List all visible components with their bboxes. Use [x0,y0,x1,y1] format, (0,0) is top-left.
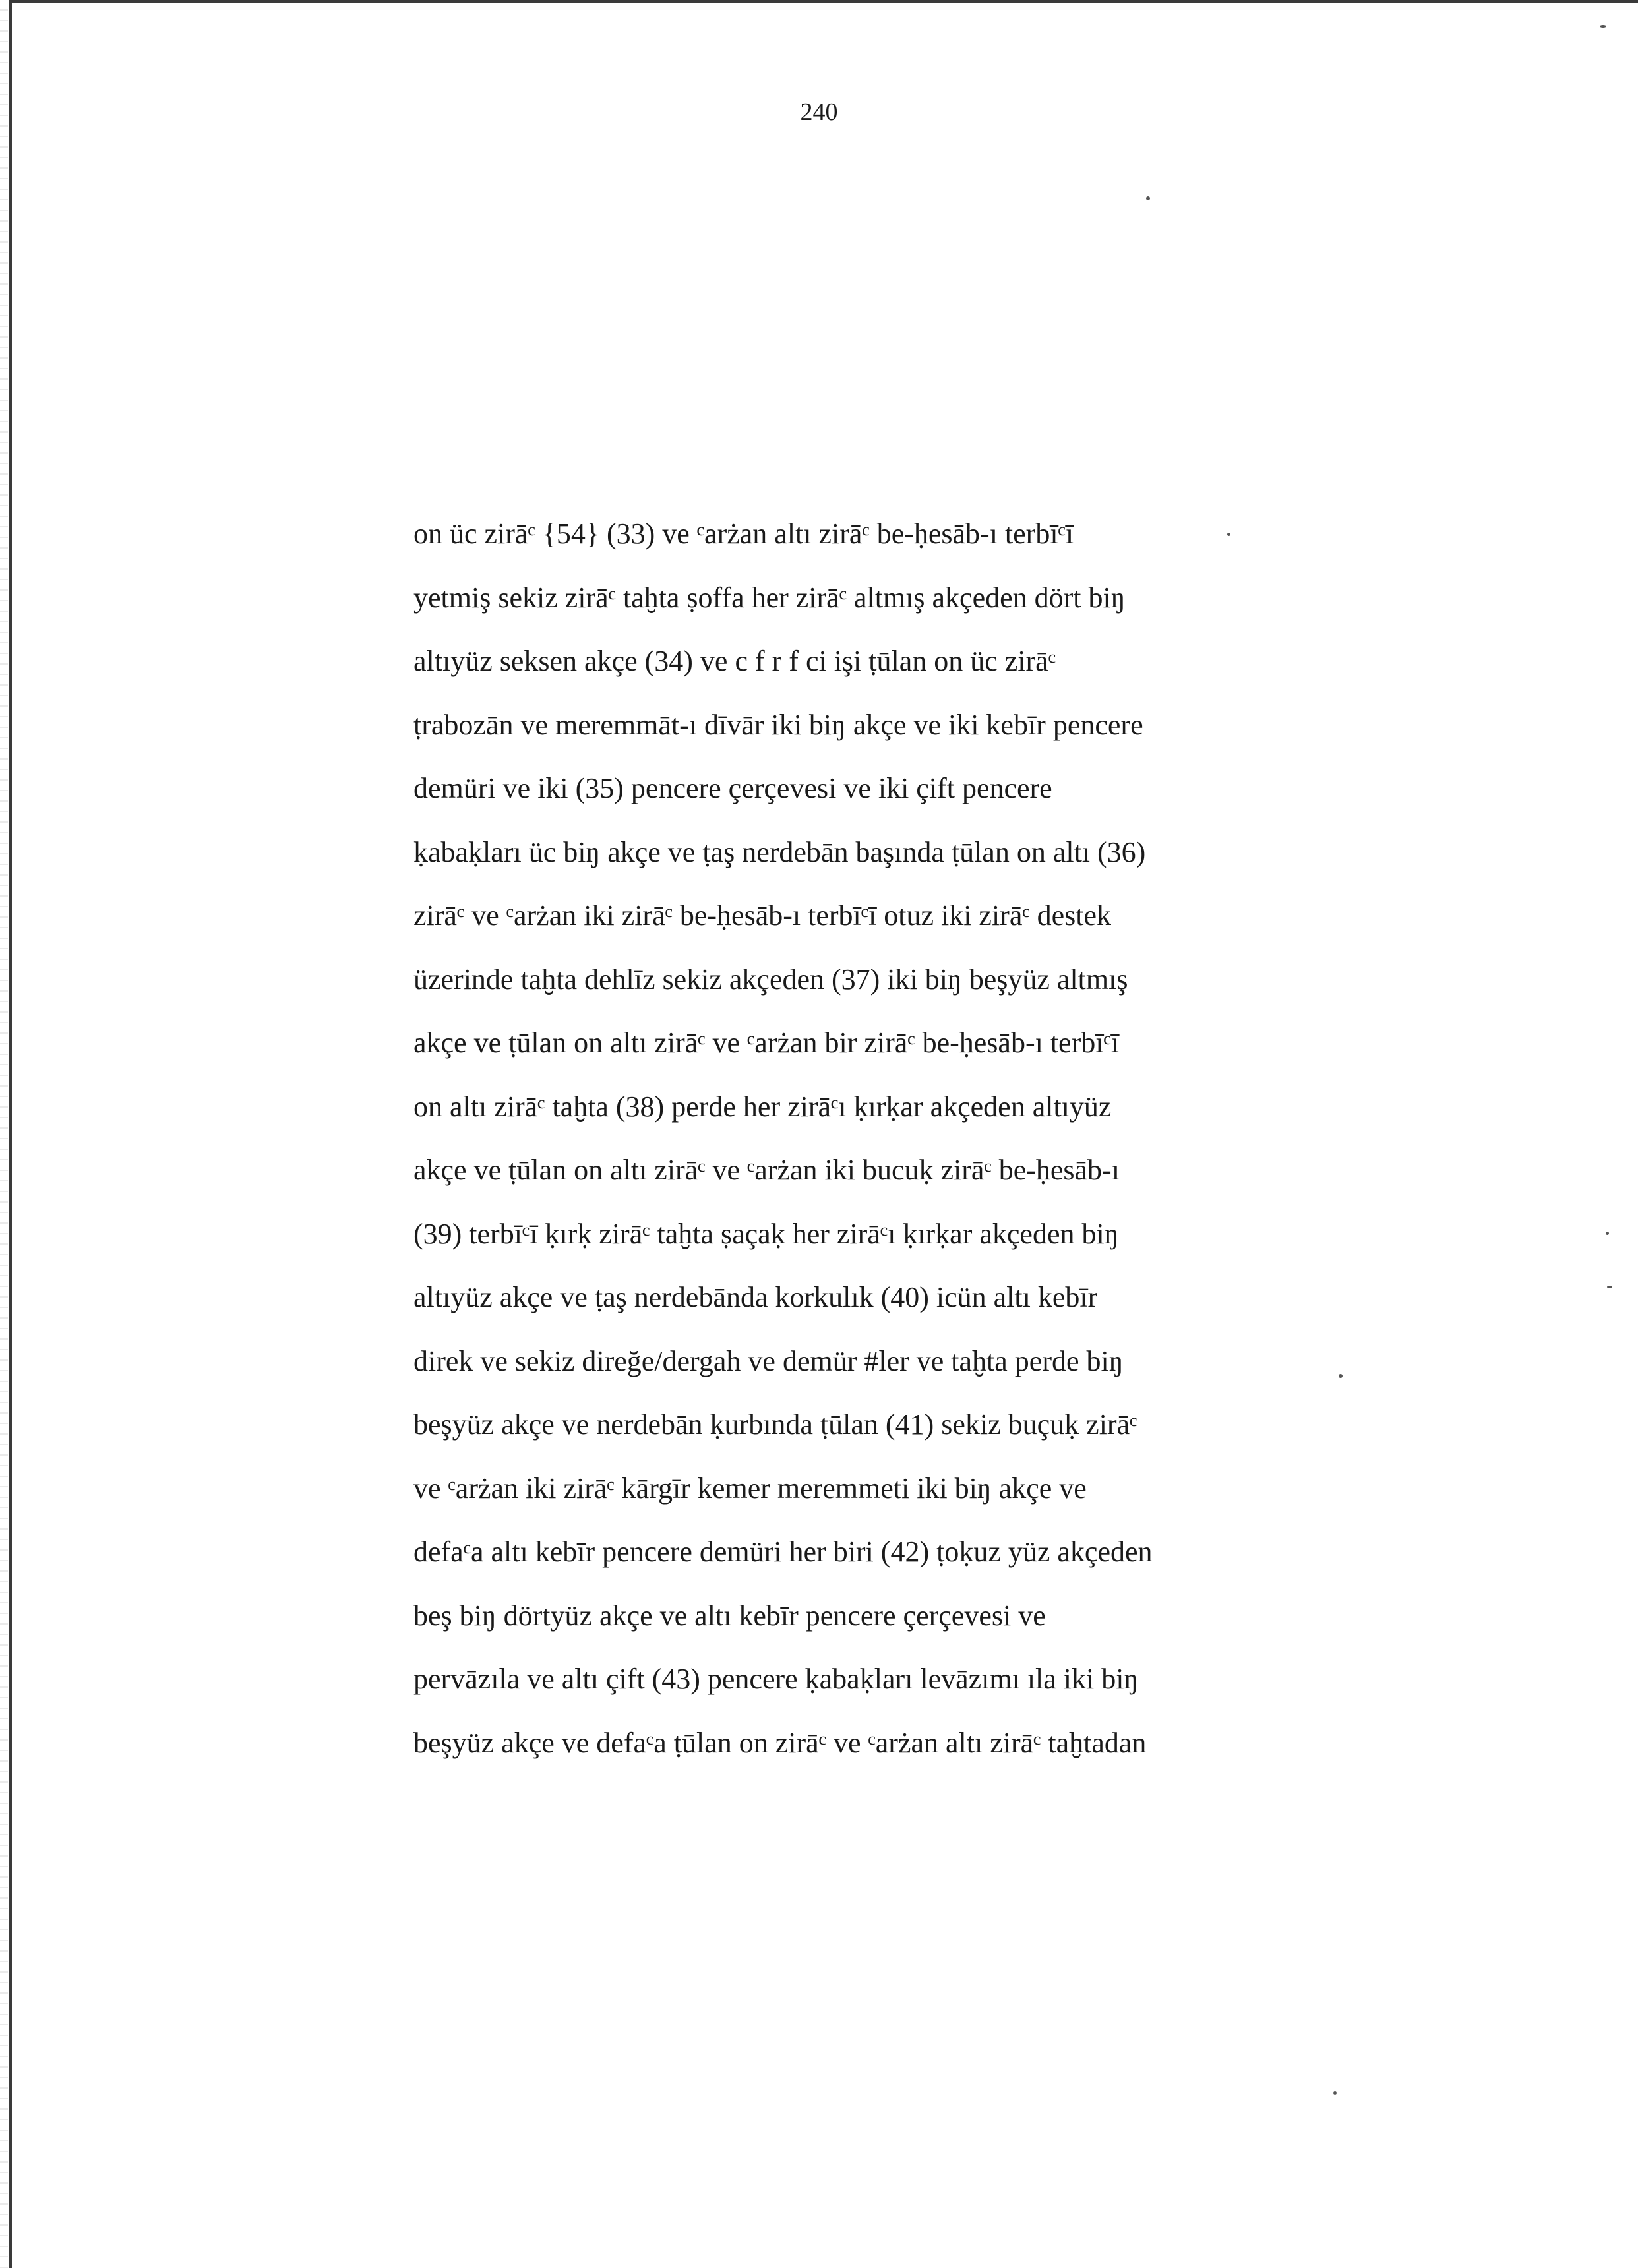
scan-speck [1146,196,1150,200]
text-line: ṭrabozān ve meremmāt-ı dīvār iki biŋ akçe ve iki kebīr pencere [413,708,1143,741]
scan-left-border [9,0,12,2268]
scan-speck [1607,1286,1612,1288]
text-line: beş biŋ dörtyüz akçe ve altı kebīr pencere çerçevesi ve [413,1599,1046,1632]
text-line: defaᶜa altı kebīr pencere demüri her biri (42) ṭoḳuz yüz akçeden [413,1536,1153,1568]
page-number: 240 [800,98,838,126]
scan-speck [1333,2091,1337,2095]
text-line: zirāᶜ ve ᶜarżan iki zirāᶜ be-ḥesāb-ı terbīᶜī otuz iki zirāᶜ destek [413,899,1112,932]
text-line: akçe ve ṭūlan on altı zirāᶜ ve ᶜarżan bir zirāᶜ be-ḥesāb-ı terbīᶜī [413,1027,1119,1059]
text-line: beşyüz akçe ve nerdebān ḳurbında ṭūlan (41) sekiz buçuḳ zirāᶜ [413,1408,1138,1441]
text-line: altıyüz seksen akçe (34) ve c f r f ci işi ṭūlan on üc zirāᶜ [413,645,1056,677]
scan-top-border [9,0,1638,3]
text-line: akçe ve ṭūlan on altı zirāᶜ ve ᶜarżan iki bucuḳ zirāᶜ be-ḥesāb-ı [413,1154,1120,1186]
text-line: altıyüz akçe ve ṭaş nerdebānda korkulık (40) icün altı kebīr [413,1281,1098,1313]
scan-speck [1606,1232,1609,1235]
text-line: pervāzıla ve altı çift (43) pencere ḳabaḳları levāzımı ıla iki biŋ [413,1663,1139,1695]
text-line: üzerinde taḫta dehlīz sekiz akçeden (37) iki biŋ beşyüz altmış [413,963,1128,996]
text-line: ḳabaḳları üc biŋ akçe ve ṭaş nerdebān başında ṭūlan on altı (36) [413,835,1146,868]
scan-edge-artifact [0,0,8,2268]
text-line: beşyüz akçe ve defaᶜa ṭūlan on zirāᶜ ve ᶜarżan altı zirāᶜ taḫtadan [413,1726,1147,1759]
text-line: demüri ve iki (35) pencere çerçevesi ve iki çift pencere [413,772,1052,804]
text-line: (39) terbīᶜī ḳırḳ zirāᶜ taḫta ṣaçaḳ her zirāᶜı ḳırḳar akçeden biŋ [413,1217,1119,1250]
scan-speck [1339,1374,1343,1378]
text-line: yetmiş sekiz zirāᶜ taḫta ṣoffa her zirāᶜ altmış akçeden dört biŋ [413,581,1126,614]
scan-speck [1600,25,1606,28]
text-line: ve ᶜarżan iki zirāᶜ kārgīr kemer meremmeti iki biŋ akçe ve [413,1472,1087,1505]
text-line: on altı zirāᶜ taḫta (38) perde her zirāᶜı ḳırḳar akçeden altıyüz [413,1090,1112,1123]
text-line: on üc zirāᶜ {54} (33) ve ᶜarżan altı zirāᶜ be-ḥesāb-ı terbīᶜī [413,518,1074,550]
body-text [413,513,1337,1785]
text-line: direk ve sekiz direğe/dergah ve demür #ler ve taḫta perde biŋ [413,1344,1124,1377]
